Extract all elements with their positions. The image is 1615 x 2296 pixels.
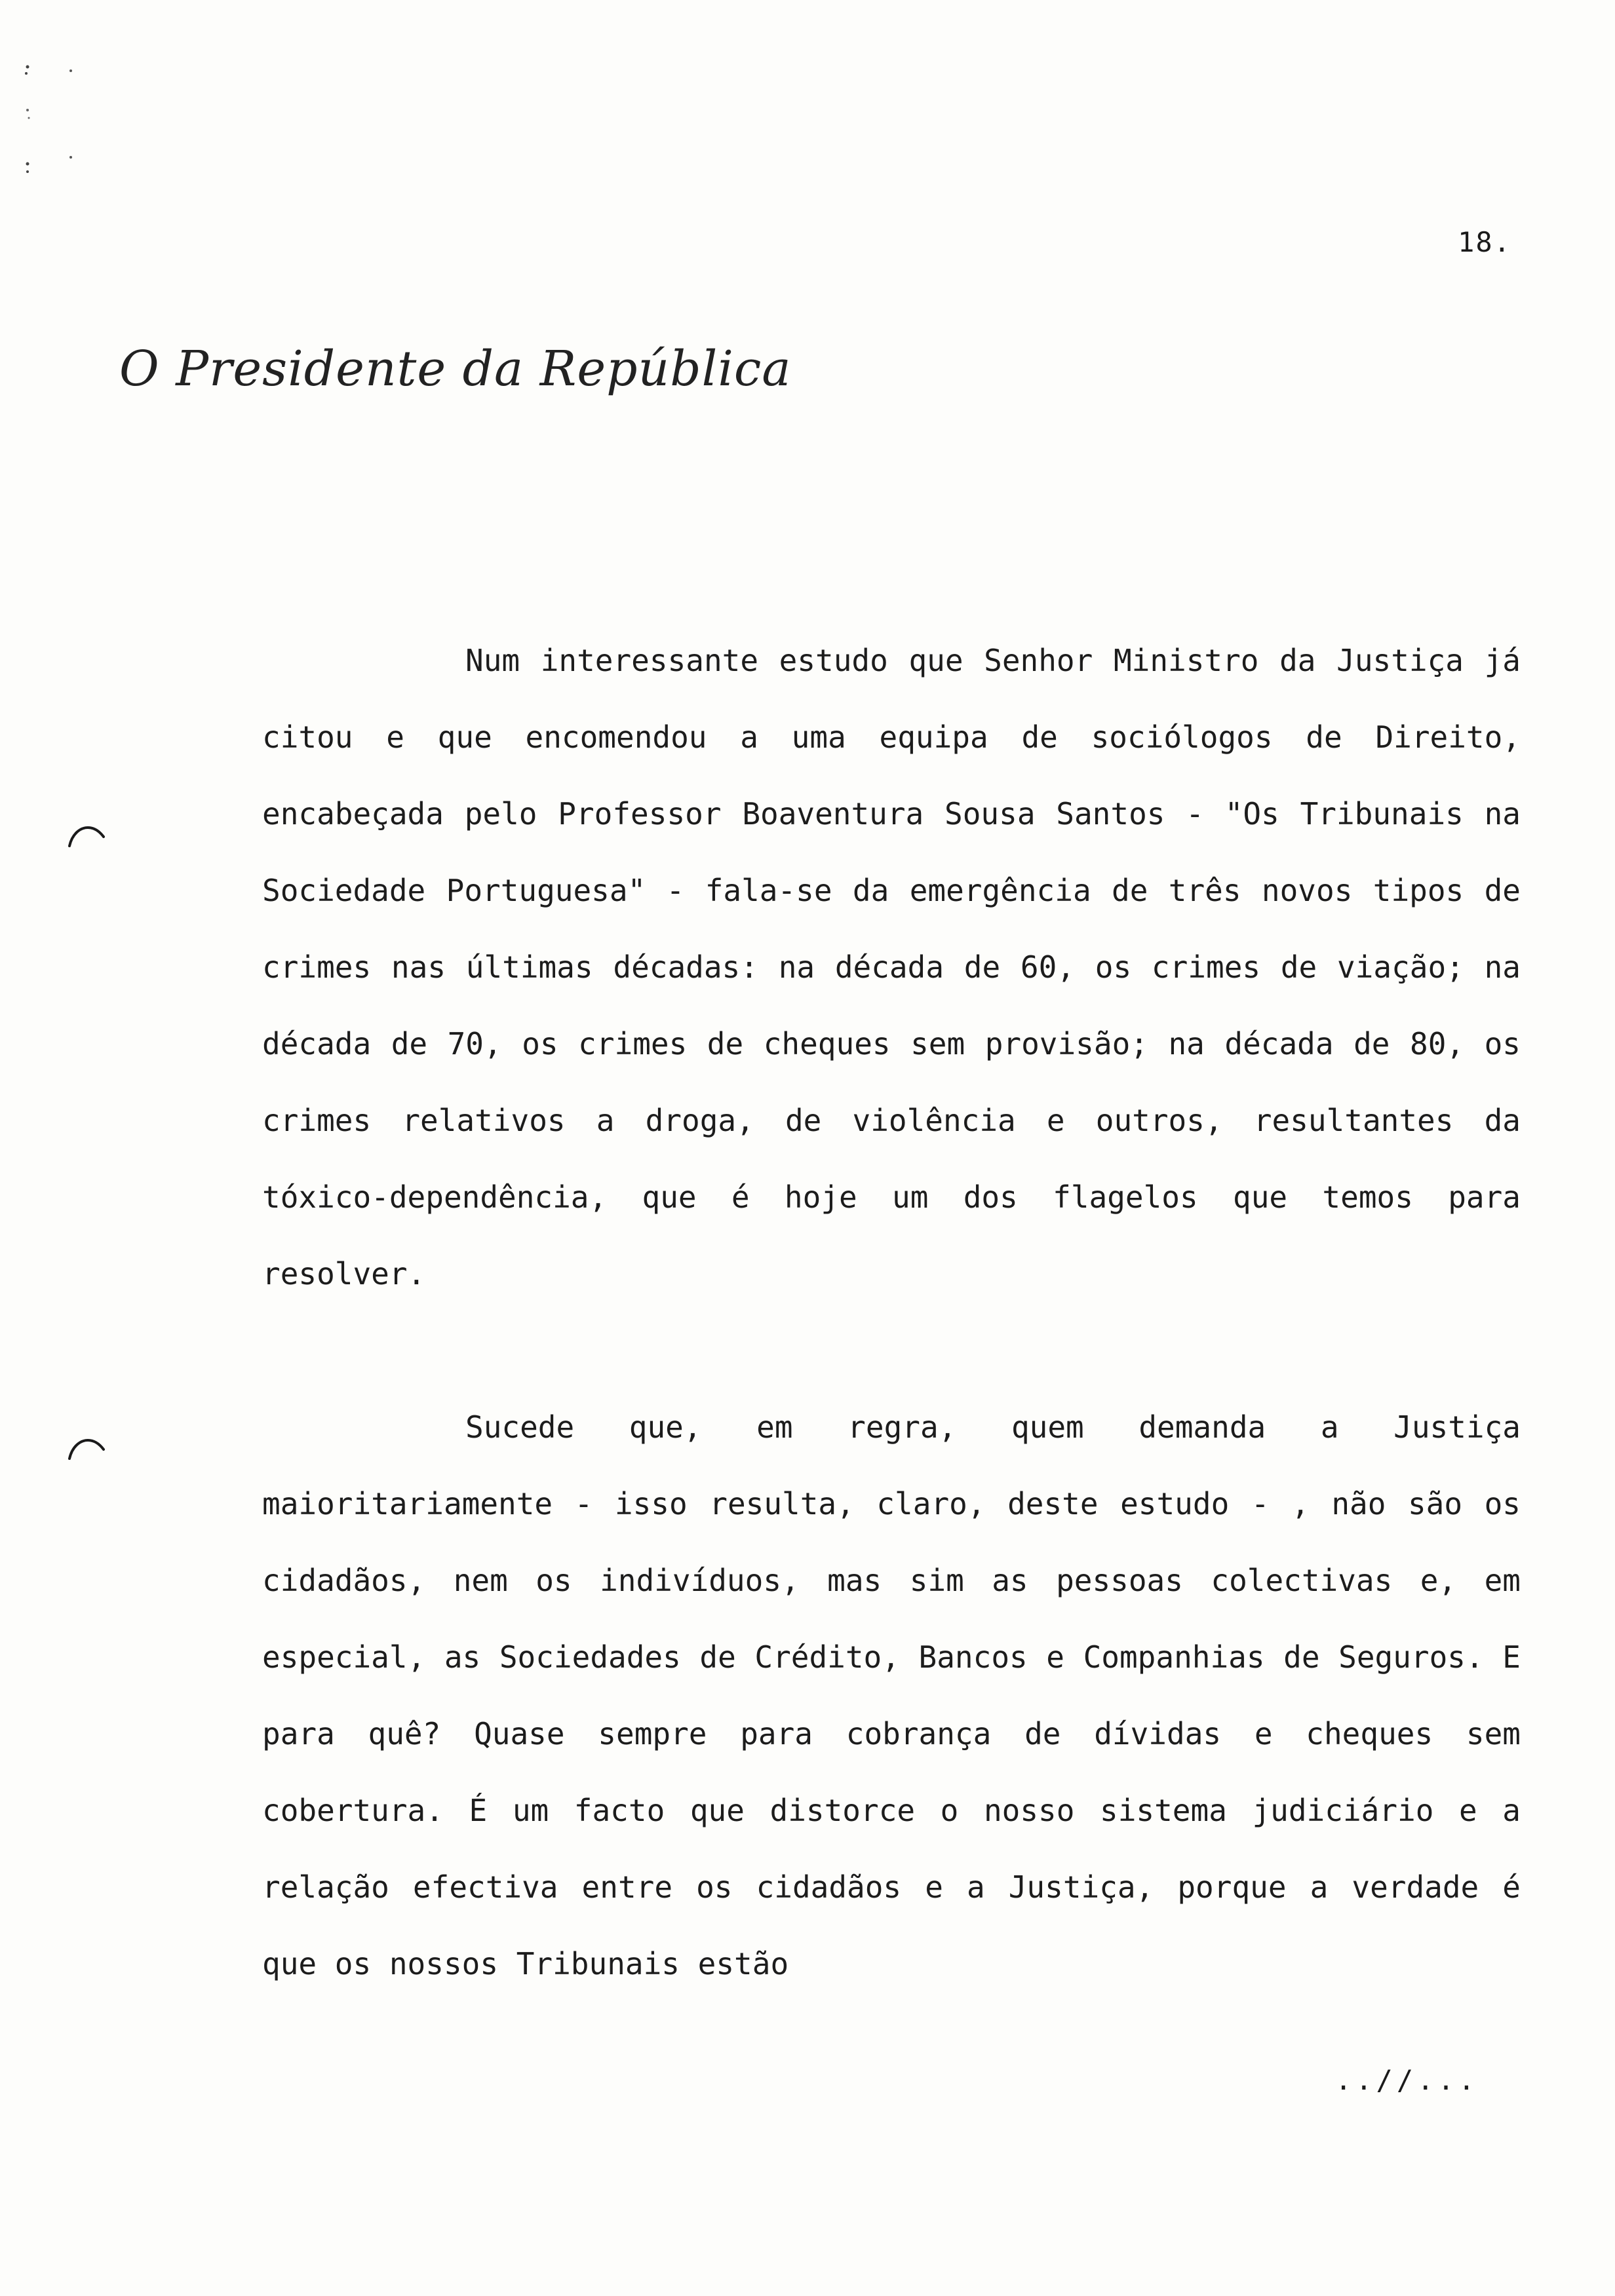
page-number: 18. [1458, 226, 1511, 258]
paragraph-1 [262, 622, 1521, 1312]
paragraph-2-text: Sucede que, em regra, quem demanda a Justiça maioritariamente - isso resulta, claro, deste estudo - , não são os cidadãos, nem os indivíduos, mas sim as pessoas colectivas e, em especial, as Sociedades de Crédito, Bancos e Companhias de Seguros. E para quê? Quase sempre para cobrança de dívidas e cheques sem cobertura. É um facto que distorce o nosso sistema judiciário e a relação efectiva entre os cidadãos e a Justiça, porque a verdade é que os nossos Tribunais estão [262, 1409, 1521, 1981]
paragraph-mark-icon [66, 822, 106, 849]
paragraph-mark-icon [66, 1435, 106, 1461]
paragraph-1-text: Num interessante estudo que Senhor Ministro da Justiça já citou e que encomendou a uma equipa de sociólogos de Direito, encabeçada pelo Professor Boaventura Sousa Santos - "Os Tribunais na Sociedade Portuguesa" - fala-se da emergência de três novos tipos de crimes nas últimas décadas: na década de 60, os crimes de viação; na década de 70, os crimes de cheques sem provisão; na década de 80, os crimes relativos a droga, de violência e outros, resultantes da tóxico-dependência, que é hoje um dos flagelos que temos para resolver. [262, 643, 1521, 1292]
paragraph-2 [262, 1389, 1521, 2002]
letterhead-presidente-da-republica: O Presidente da República [119, 341, 792, 397]
scan-specks-icon [20, 59, 92, 190]
continuation-mark: ..//... [1334, 2064, 1479, 2096]
